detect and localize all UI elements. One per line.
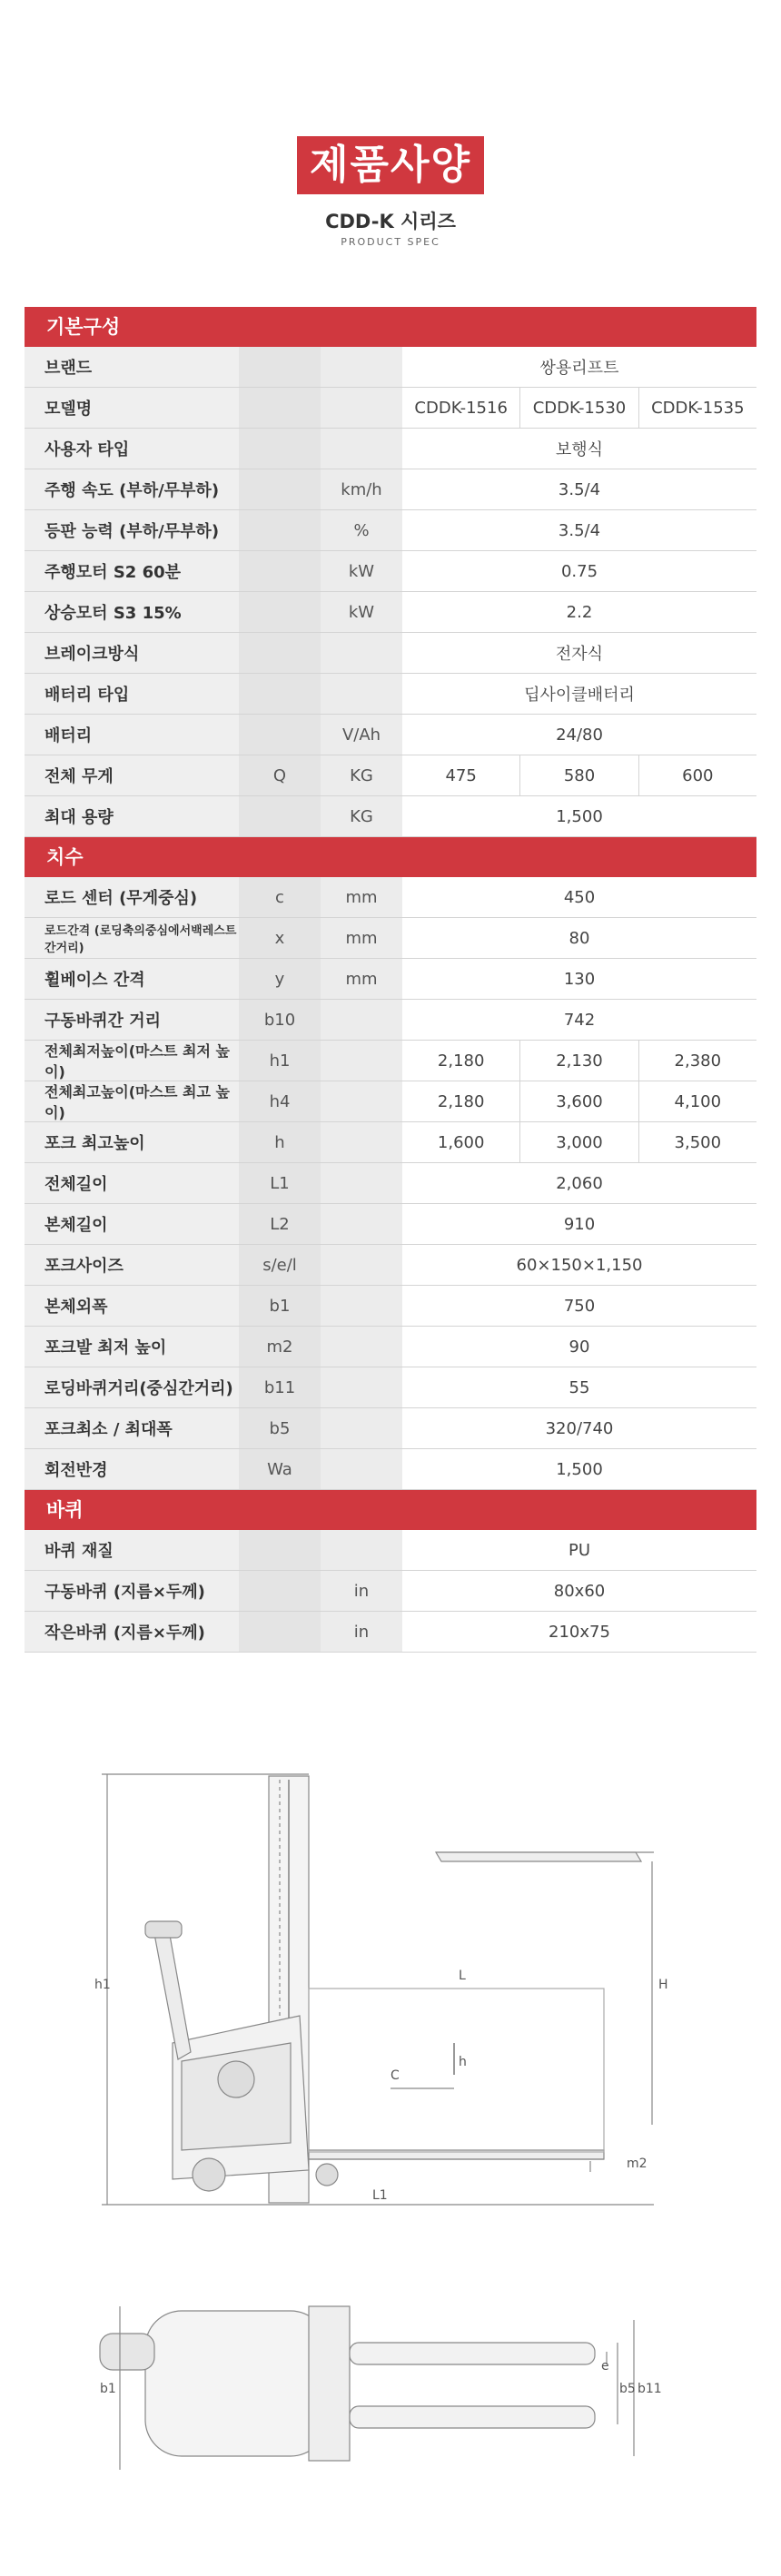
spec-value: 딥사이클배터리 [402,674,756,714]
spec-unit: kW [321,592,402,632]
spec-value: 750 [402,1286,756,1326]
spec-symbol: y [239,959,321,999]
spec-name: 주행모터 S2 60분 [25,551,239,591]
spec-unit: KG [321,796,402,836]
page-header [0,136,781,248]
spec-value: 3.5/4 [402,510,756,550]
spec-row [25,959,756,1000]
spec-value: 90 [402,1327,756,1367]
spec-symbol [239,592,321,632]
spec-name: 작은바퀴 (지름×두께) [25,1612,239,1652]
dim-c-label: C [390,2068,400,2083]
series-name: CDD-K 시리즈 [325,211,456,232]
subtitle-en: PRODUCT SPEC [341,236,440,248]
spec-symbol [239,674,321,714]
spec-name: 바퀴 재질 [25,1530,239,1570]
spec-symbol [239,1530,321,1570]
spec-name: 배터리 [25,715,239,755]
spec-symbol: h [239,1122,321,1162]
spec-name: 구동바퀴 (지름×두께) [25,1571,239,1611]
spec-row [25,755,756,796]
section-basic: 기본구성 [25,307,756,347]
spec-symbol: b1 [239,1286,321,1326]
spec-name: 모델명 [25,388,239,428]
dim-b11-label: b11 [638,2382,662,2396]
spec-value: 2,130 [519,1041,638,1081]
dim-h1-label: h1 [94,1978,111,1992]
dim-m2-label: m2 [627,2157,648,2171]
spec-value: 320/740 [402,1408,756,1448]
spec-value: CDDK-1535 [638,388,756,428]
spec-value: 쌍용리프트 [402,347,756,387]
spec-value: 210x75 [402,1612,756,1652]
spec-row [25,674,756,715]
spec-unit [321,674,402,714]
spec-value: 3,600 [519,1081,638,1121]
spec-name: 구동바퀴간 거리 [25,1000,239,1040]
spec-row [25,469,756,510]
spec-unit: KG [321,755,402,795]
spec-value: 80 [402,918,756,958]
spec-unit [321,1530,402,1570]
spec-unit: mm [321,877,402,917]
spec-symbol: h4 [239,1081,321,1121]
spec-name: 포크 최고높이 [25,1122,239,1162]
spec-name: 로드 센터 (무게중심) [25,877,239,917]
spec-name: 휠베이스 간격 [25,959,239,999]
spec-value: 3.5/4 [402,469,756,509]
spec-unit [321,633,402,673]
spec-name: 브랜드 [25,347,239,387]
spec-symbol [239,715,321,755]
spec-unit [321,1286,402,1326]
spec-symbol: b11 [239,1367,321,1407]
spec-value: 2,180 [402,1081,519,1121]
spec-value: 2.2 [402,592,756,632]
spec-unit: in [321,1612,402,1652]
spec-row [25,1122,756,1163]
spec-value: 1,500 [402,1449,756,1489]
spec-unit [321,1245,402,1285]
spec-name: 최대 용량 [25,796,239,836]
spec-value: 보행식 [402,429,756,469]
spec-name: 상승모터 S3 15% [25,592,239,632]
spec-value: 24/80 [402,715,756,755]
spec-unit [321,1041,402,1081]
spec-symbol [239,510,321,550]
spec-name: 브레이크방식 [25,633,239,673]
spec-symbol: h1 [239,1041,321,1081]
spec-name: 전체최고높이(마스트 최고 높이) [25,1081,239,1121]
spec-value: 1,500 [402,796,756,836]
spec-unit [321,1408,402,1448]
spec-unit [321,1204,402,1244]
spec-name: 사용자 타입 [25,429,239,469]
spec-value: 2,180 [402,1041,519,1081]
spec-symbol [239,469,321,509]
spec-row [25,347,756,388]
spec-value: 450 [402,877,756,917]
spec-name: 로딩바퀴거리(중심간거리) [25,1367,239,1407]
spec-value: 2,380 [638,1041,756,1081]
spec-name: 회전반경 [25,1449,239,1489]
spec-unit [321,1367,402,1407]
spec-symbol: Q [239,755,321,795]
spec-unit: in [321,1571,402,1611]
spec-name: 포크발 최저 높이 [25,1327,239,1367]
spec-symbol: m2 [239,1327,321,1367]
spec-row [25,1367,756,1408]
spec-symbol [239,1571,321,1611]
spec-row [25,1612,756,1653]
spec-symbol: x [239,918,321,958]
spec-value: 580 [519,755,638,795]
dim-b5-label: b5 [619,2382,636,2396]
spec-row [25,1327,756,1367]
spec-symbol: c [239,877,321,917]
spec-value: 910 [402,1204,756,1244]
spec-row [25,1408,756,1449]
spec-symbol: b5 [239,1408,321,1448]
spec-name: 전체최저높이(마스트 최저 높이) [25,1041,239,1081]
spec-symbol: Wa [239,1449,321,1489]
spec-unit [321,1081,402,1121]
spec-symbol [239,633,321,673]
spec-symbol [239,796,321,836]
spec-symbol [239,429,321,469]
spec-name: 전체길이 [25,1163,239,1203]
spec-unit: mm [321,959,402,999]
spec-value: 3,000 [519,1122,638,1162]
spec-row [25,429,756,469]
spec-unit [321,1449,402,1489]
spec-symbol: L2 [239,1204,321,1244]
spec-value: PU [402,1530,756,1570]
dim-e-label: e [601,2359,609,2374]
spec-row [25,1286,756,1327]
spec-row [25,1204,756,1245]
spec-value: 475 [402,755,519,795]
spec-row [25,633,756,674]
spec-row [25,918,756,959]
dim-b1-label: b1 [100,2382,116,2396]
dim-L1-label: L1 [372,2188,388,2203]
spec-value: 4,100 [638,1081,756,1121]
spec-name: 배터리 타입 [25,674,239,714]
spec-row [25,1081,756,1122]
spec-value: 80x60 [402,1571,756,1611]
spec-row [25,388,756,429]
spec-row [25,1041,756,1081]
spec-unit: mm [321,918,402,958]
forklift-drawing [0,1716,781,2551]
spec-row [25,1449,756,1490]
spec-unit: V/Ah [321,715,402,755]
spec-value: 3,500 [638,1122,756,1162]
spec-value: 742 [402,1000,756,1040]
spec-row [25,1530,756,1571]
spec-name: 포크최소 / 최대폭 [25,1408,239,1448]
spec-value: 2,060 [402,1163,756,1203]
spec-unit [321,429,402,469]
spec-unit: km/h [321,469,402,509]
spec-value: 60×150×1,150 [402,1245,756,1285]
spec-value: 전자식 [402,633,756,673]
spec-unit [321,1163,402,1203]
forklift-diagram [0,1716,781,2551]
spec-table [25,307,756,1653]
spec-unit [321,1327,402,1367]
spec-symbol [239,347,321,387]
spec-value: 1,600 [402,1122,519,1162]
spec-symbol: b10 [239,1000,321,1040]
spec-row [25,796,756,837]
spec-value: CDDK-1530 [519,388,638,428]
spec-row [25,1245,756,1286]
section-wheels: 바퀴 [25,1490,756,1530]
spec-row [25,715,756,755]
spec-row [25,551,756,592]
spec-symbol: L1 [239,1163,321,1203]
spec-value: 0.75 [402,551,756,591]
spec-value: 55 [402,1367,756,1407]
spec-value: 130 [402,959,756,999]
spec-unit [321,388,402,428]
spec-row [25,592,756,633]
spec-row [25,1163,756,1204]
spec-name: 주행 속도 (부하/무부하) [25,469,239,509]
section-dimensions: 치수 [25,837,756,877]
spec-symbol: s/e/l [239,1245,321,1285]
dim-L-label: L [459,1969,466,1983]
spec-name: 전체 무게 [25,755,239,795]
spec-row [25,1571,756,1612]
spec-unit [321,1122,402,1162]
spec-name: 등판 능력 (부하/무부하) [25,510,239,550]
spec-name: 포크사이즈 [25,1245,239,1285]
spec-name: 본체길이 [25,1204,239,1244]
dim-H-label: H [658,1978,668,1992]
spec-row [25,1000,756,1041]
page-title: 제품사양 [297,136,484,194]
spec-row [25,510,756,551]
spec-unit: kW [321,551,402,591]
spec-unit [321,347,402,387]
spec-value: 600 [638,755,756,795]
spec-symbol [239,551,321,591]
spec-row [25,877,756,918]
dim-h-label: h [459,2055,467,2069]
spec-name: 로드간격 (로딩축의중심에서백레스트간거리) [25,918,239,958]
spec-symbol [239,1612,321,1652]
spec-name: 본체외폭 [25,1286,239,1326]
spec-value: CDDK-1516 [402,388,519,428]
spec-unit: % [321,510,402,550]
spec-symbol [239,388,321,428]
spec-unit [321,1000,402,1040]
